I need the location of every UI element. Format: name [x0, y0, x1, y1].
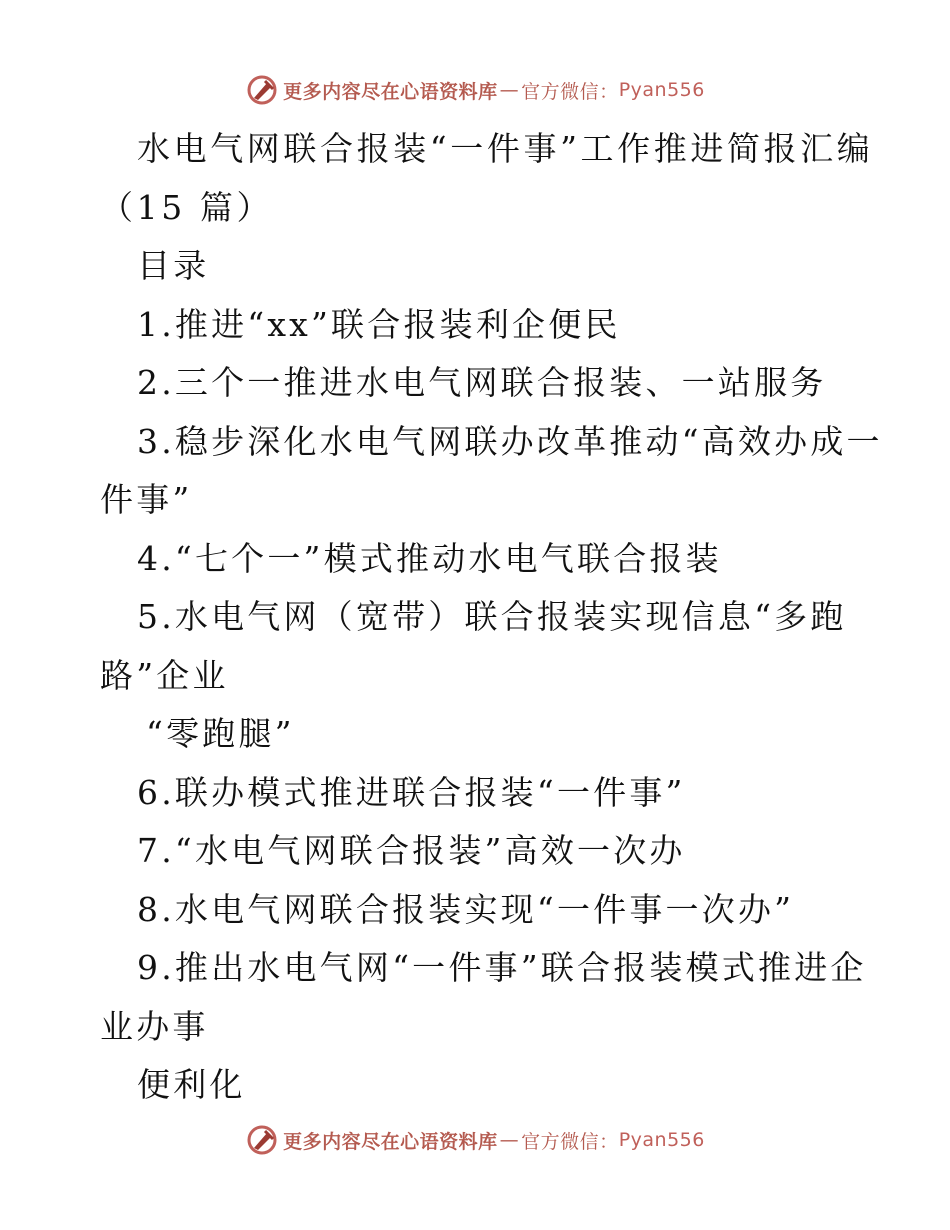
watermark-code: Pyan556 [618, 79, 705, 101]
toc-item: 1.推进“xx”联合报装利企便民 [137, 304, 621, 344]
watermark-prefix: 更多内容尽在心语资料库 [283, 80, 498, 103]
document-title-line-1: 水电气网联合报装“一件事”工作推进简报汇编 [137, 129, 874, 168]
toc-item-continuation: 路”企业 [100, 655, 229, 695]
footer-watermark [0, 1120, 950, 1160]
watermark-separator: — [499, 79, 520, 101]
document-title-line-2: （15 篇） [100, 187, 274, 227]
watermark-suffix: 官方微信： [521, 1130, 619, 1153]
toc-item: 6.联办模式推进联合报装“一件事” [137, 772, 686, 812]
toc-item: 5.水电气网（宽带）联合报装实现信息“多跑 [137, 597, 847, 636]
pen-nib-logo-icon [245, 73, 279, 107]
toc-heading: 目录 [137, 246, 210, 285]
toc-item-continuation: 便利化 [137, 1065, 246, 1104]
toc-item: 8.水电气网联合报装实现“一件事一次办” [137, 889, 795, 929]
toc-item: 4.“七个一”模式推动水电气联合报装 [137, 538, 722, 578]
watermark-prefix: 更多内容尽在心语资料库 [283, 1130, 498, 1153]
toc-item: 7.“水电气网联合报装”高效一次办 [137, 831, 686, 870]
toc-item: 9.推出水电气网“一件事”联合报装模式推进企 [137, 948, 867, 987]
toc-item-continuation: “零跑腿” [146, 714, 295, 753]
header-watermark [0, 70, 950, 110]
toc-item: 3.稳步深化水电气网联办改革推动“高效办成一 [137, 421, 883, 461]
pen-nib-logo-icon [245, 1123, 279, 1157]
toc-item-continuation: 件事” [100, 480, 193, 519]
document-body [100, 120, 883, 1115]
watermark-suffix: 官方微信： [521, 80, 619, 103]
watermark-separator: — [499, 1129, 520, 1151]
watermark-code: Pyan556 [618, 1129, 705, 1151]
toc-item: 2.三个一推进水电气网联合报装、一站服务 [137, 363, 827, 402]
toc-item-continuation: 业办事 [100, 1006, 209, 1046]
